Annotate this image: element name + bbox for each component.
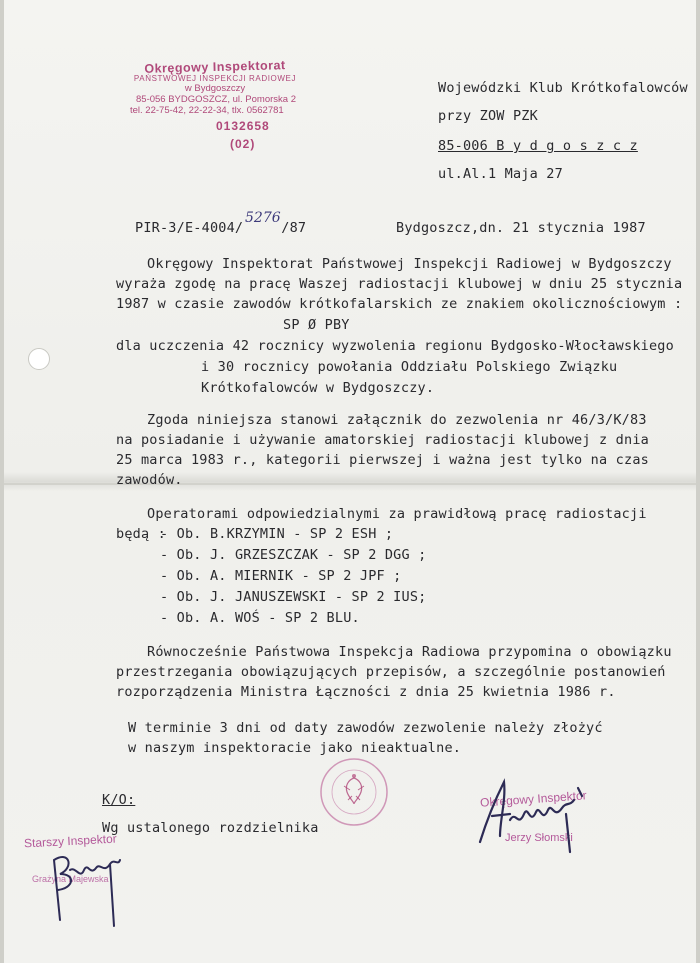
p1b-line-1: dla uczczenia 42 rocznicy wyzwolenia regionu Bydgosko-Włocławskiego (116, 338, 674, 354)
recipient-line-2: przy ZOW PZK (438, 108, 538, 124)
recipient-line-3: 85-006 B y d g o s z c z (438, 138, 638, 154)
recipient-line-4: ul.Al.1 Maja 27 (438, 166, 563, 182)
operator-5: - Ob. A. WOŚ - SP 2 BLU. (160, 610, 360, 626)
p1-line-3: 1987 w czasie zawodów krótkofalarskich ze znakiem okolicznościowym : (116, 296, 683, 312)
p2-line-4: zawodów. (116, 472, 183, 488)
ko-text: Wg ustalonego rozdzielnika (102, 820, 319, 836)
right-signature-title: Okręgowy Inspektor (479, 788, 588, 810)
right-signature-name: Jerzy Słomski (505, 832, 573, 844)
stamp-city: w Bydgoszczy (184, 83, 246, 94)
p4-line-2: przestrzegania obowiązujących przepisów, a szczególnie postanowień (116, 664, 666, 680)
operator-2: - Ob. J. GRZESZCZAK - SP 2 DGG ; (160, 547, 427, 563)
handwritten-reference: 5276 (245, 210, 281, 226)
left-signature-title: Starszy Inspektor (23, 831, 118, 851)
p5-line-2: w naszym inspektoracie jako nieaktualne. (128, 740, 462, 756)
operator-1: - Ob. B.KRZYMIN - SP 2 ESH ; (160, 526, 394, 542)
stamp-subtitle: PAŃSTWOWEJ INSPEKCJI RADIOWEJ (133, 74, 297, 83)
stamp-code: 0132658 (216, 119, 270, 133)
p3-line-2: będą : (116, 526, 166, 542)
recipient-line-1: Wojewódzki Klub Krótkofalowców (438, 80, 688, 96)
p2-line-3: 25 marca 1983 r., kategorii pierwszej i ważna jest tylko na czas (116, 452, 649, 468)
left-handwritten-signature (40, 840, 140, 930)
stamp-phones: tel. 22-75-42, 22-22-34, tlx. 0562781 (130, 105, 284, 116)
p3-line-1: Operatorami odpowiedzialnymi za prawidłową pracę radiostacji (147, 506, 647, 522)
office-stamp (120, 60, 310, 153)
p5-line-1: W terminie 3 dni od daty zawodów zezwolenie należy złożyć (128, 720, 603, 736)
stamp-code-suffix: (02) (230, 137, 256, 151)
p1b-line-2: i 30 rocznicy powołania Oddziału Polskiego Związku (201, 359, 618, 375)
stamp-address: 85-056 BYDGOSZCZ, ul. Pomorska 2 (136, 94, 296, 105)
ko-label: K/O: (102, 792, 136, 808)
p1-line-1: Okręgowy Inspektorat Państwowej Inspekcji Radiowej w Bydgoszczy (147, 256, 672, 272)
p4-line-3: rozporządzenia Ministra Łączności z dnia 25 kwietnia 1986 r. (116, 684, 616, 700)
p2-line-2: na posiadanie i używanie amatorskiej radiostacji klubowej z dnia (116, 432, 649, 448)
p4-line-1: Równocześnie Państwowa Inspekcja Radiowa przypomina o obowiązku (147, 644, 672, 660)
punch-hole (28, 348, 50, 370)
reference-suffix: /87 (281, 220, 307, 236)
p1-line-2: wyraża zgodę na pracę Waszej radiostacji klubowej w dniu 25 stycznia (116, 276, 683, 292)
place-date: Bydgoszcz,dn. 21 stycznia 1987 (396, 220, 646, 236)
operator-4: - Ob. J. JANUSZEWSKI - SP 2 IUS; (160, 589, 427, 605)
callsign: SP Ø PBY (283, 317, 350, 333)
p2-line-1: Zgoda niniejsza stanowi załącznik do zezwolenia nr 46/3/K/83 (147, 412, 647, 428)
paper-fold (0, 483, 700, 485)
paper-edge-left (0, 0, 4, 963)
stamp-title: Okręgowy Inspektorat (144, 58, 286, 76)
operator-3: - Ob. A. MIERNIK - SP 2 JPF ; (160, 568, 402, 584)
round-seal-stamp (318, 756, 390, 828)
right-handwritten-signature (470, 770, 600, 860)
paper-edge-right (696, 0, 700, 963)
left-signature-name: Grażyna Majewska (32, 874, 109, 884)
reference-prefix: PIR-3/E-4004/ (135, 220, 244, 236)
p1b-line-3: Krótkofalowców w Bydgoszczy. (201, 380, 435, 396)
